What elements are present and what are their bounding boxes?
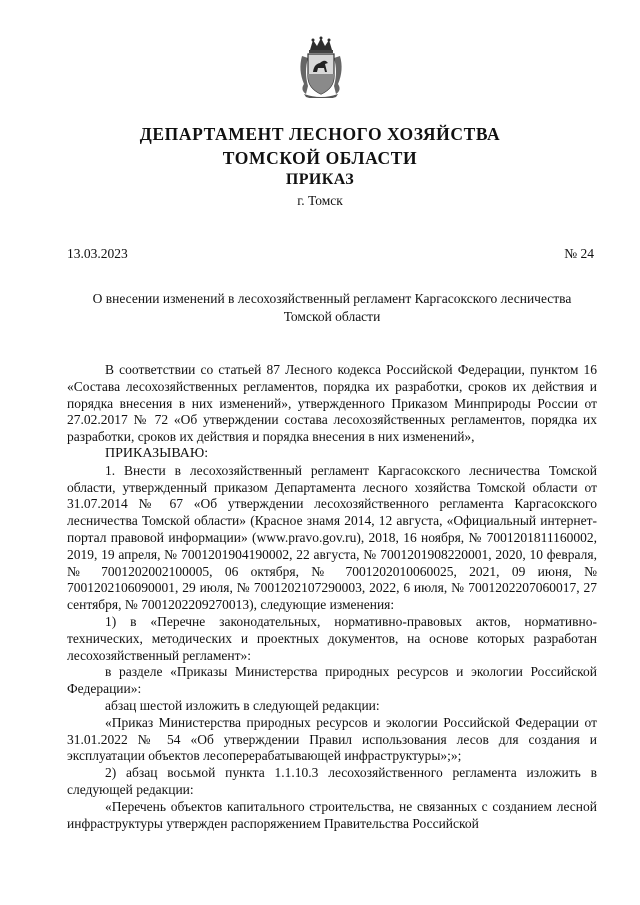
document-type: ПРИКАЗ (285, 171, 355, 188)
city: г. Томск (297, 193, 343, 208)
subject-line2: Томской области (283, 309, 381, 324)
quote-1-paragraph: «Приказ Министерства природных ресурсов и экологии Российской Федерации от 31.01.2022 № 54 «Об утверждении Правил использования лесов для создания и эксплуатации объектов лесоперерабатывающей инфраструктуры»;»; (67, 714, 597, 764)
coat-of-arms-icon (296, 36, 346, 98)
item-1-paragraph: 1. Внести в лесохозяйственный регламент Каргасокского лесничества Томской области, утвержденный приказом Департамента лесного хозяйства Томской области от 31.07.2014 № 67 «Об утверждении лесохозяйственного регламента Каргасокского лесничества Томской области» (Красное знамя 2014, 12 августа, «Официальный интернет-портал правовой информации» (www.pravo.gov.ru), 2018, 16 ноября, № 7001201811160002, 2019, 19 апреля, № 7001201904190002, 22 августа, № 7001201908220001, 2020, 10 февраля, № 7001202002100005, 06 октября, № 7001202010060025, 2021, 09 июня, № 7001202106090001, 29 июля, № 7001202107290003, 2022, 6 июля, № 7001202207060017, 27 сентября, № 7001202209270013), следующие изменения: (67, 462, 597, 613)
document-body (67, 362, 597, 832)
organization-name-line1: ДЕПАРТАМЕНТ ЛЕСНОГО ХОЗЯЙСТВА (139, 124, 501, 144)
quote-2-paragraph: «Перечень объектов капитального строительства, не связанных с созданием лесной инфраструктуры утвержден распоряжением Правительства Российской (67, 798, 597, 831)
document-subject (67, 290, 597, 326)
document-number: № 24 (564, 246, 594, 261)
paragraph-six-instruction: абзац шестой изложить в следующей редакции: (105, 697, 380, 713)
subitem-1-paragraph: 1) в «Перечне законодательных, нормативно-правовых актов, нормативно-технических, методических и проектных документов, на основе которых разработан лесохозяйственный регламент»: (67, 613, 597, 663)
order-word: ПРИКАЗЫВАЮ: (105, 445, 209, 461)
subitem-2-paragraph: 2) абзац восьмой пункта 1.1.10.3 лесохозяйственного регламента изложить в следующей редакции: (67, 765, 597, 797)
organization-name-line2: ТОМСКОЙ ОБЛАСТИ (222, 148, 418, 168)
document-date: 13.03.2023 (67, 246, 128, 261)
subject-line1: О внесении изменений в лесохозяйственный регламент Каргасокского лесничества (92, 291, 572, 306)
preamble-paragraph: В соответствии со статьей 87 Лесного кодекса Российской Федерации, пунктом 16 «Состава лесохозяйственных регламентов, порядка их разработки, сроков их действия и порядка внесения в них изменений», утвержденного Приказом Минприроды России от 27.02.2017 № 72 «Об утверждении состава лесохозяйственных регламентов, порядка их разработки, сроков их действия и порядка внесения в них изменений», (67, 362, 597, 445)
section-paragraph: в разделе «Приказы Министерства природных ресурсов и экологии Российской Федерации»: (67, 664, 597, 697)
